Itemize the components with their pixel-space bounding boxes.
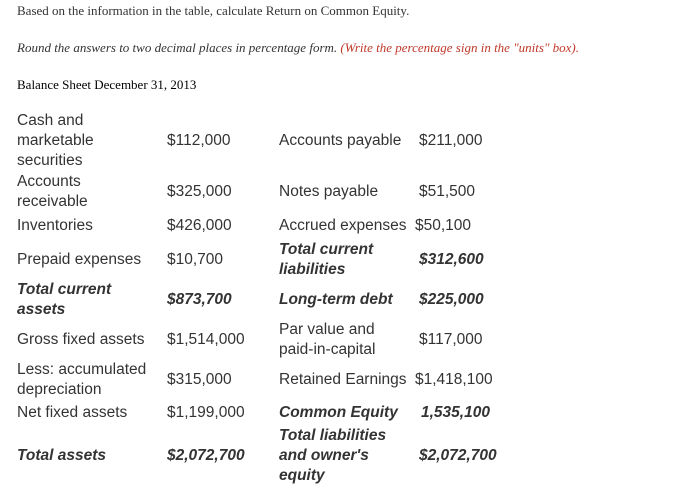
row-long-term-debt-value: $225,000 — [419, 291, 484, 308]
row-gross-fixed-value: $1,514,000 — [167, 331, 245, 348]
row-prepaid-value: $10,700 — [167, 251, 224, 268]
row-total-current-assets-label: Total current assets — [17, 281, 112, 318]
question-instruction: Based on the information in the table, calculate Return on Common Equity. — [17, 3, 410, 18]
row-par-value-label: Par value and paid-in-capital — [279, 321, 376, 358]
row-receivable-value: $325,000 — [167, 183, 232, 200]
row-notes-payable-label: Notes payable — [279, 183, 379, 200]
row-net-fixed-value: $1,199,000 — [167, 404, 245, 421]
row-retained-earnings-value: $1,418,100 — [415, 371, 493, 388]
row-cash-label: Cash and marketable securities — [17, 112, 94, 169]
row-total-assets-label: Total assets — [17, 447, 107, 464]
row-net-fixed-label: Net fixed assets — [17, 404, 128, 421]
row-accrued-value: $50,100 — [415, 217, 472, 234]
row-total-liabilities-equity-label: Total liabilities and owner's equity — [279, 427, 387, 484]
row-cash-value: $112,000 — [167, 132, 231, 149]
row-accounts-payable-value: $211,000 — [419, 132, 483, 149]
units-note: (Write the percentage sign in the "units" box). — [340, 40, 579, 55]
row-total-liabilities-equity-value: $2,072,700 — [419, 447, 497, 464]
row-accumulated-depreciation-label: Less: accumulated depreciation — [17, 361, 147, 398]
row-par-value-value: $117,000 — [419, 331, 483, 348]
row-long-term-debt-label: Long-term debt — [279, 291, 393, 308]
row-prepaid-label: Prepaid expenses — [17, 251, 142, 268]
row-accounts-payable-label: Accounts payable — [279, 132, 402, 149]
row-retained-earnings-label: Retained Earnings — [279, 371, 407, 388]
balance-sheet-title: Balance Sheet December 31, 2013 — [17, 77, 197, 92]
rounding-instruction — [17, 40, 579, 56]
row-total-assets-value: $2,072,700 — [167, 447, 245, 464]
row-total-current-assets-value: $873,700 — [167, 291, 232, 308]
row-total-current-liabilities-label: Total current liabilities — [279, 241, 374, 278]
row-common-equity-value: 1,535,100 — [421, 404, 490, 421]
row-inventories-label: Inventories — [17, 217, 93, 234]
row-receivable-label: Accounts receivable — [17, 173, 88, 210]
row-accrued-label: Accrued expenses — [279, 217, 407, 234]
row-accumulated-depreciation-value: $315,000 — [167, 371, 232, 388]
row-notes-payable-value: $51,500 — [419, 183, 476, 200]
row-gross-fixed-label: Gross fixed assets — [17, 331, 145, 348]
rounding-main-text: Round the answers to two decimal places in percentage form. — [17, 40, 338, 55]
row-inventories-value: $426,000 — [167, 217, 232, 234]
row-total-current-liabilities-value: $312,600 — [419, 251, 484, 268]
row-common-equity-label: Common Equity — [279, 404, 398, 421]
